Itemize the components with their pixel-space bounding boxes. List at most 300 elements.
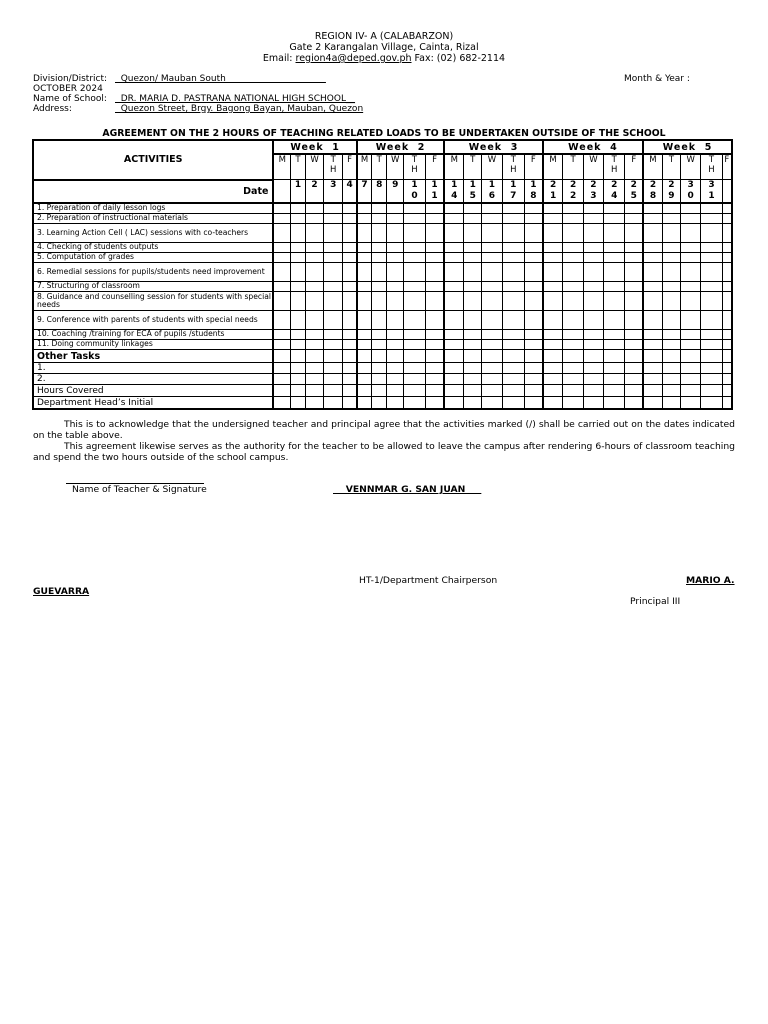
check-cell[interactable] bbox=[525, 224, 543, 243]
check-cell[interactable] bbox=[681, 350, 701, 363]
check-cell[interactable] bbox=[357, 282, 372, 292]
check-cell[interactable] bbox=[625, 214, 643, 224]
check-cell[interactable] bbox=[701, 350, 722, 363]
check-cell[interactable] bbox=[387, 224, 404, 243]
check-cell[interactable] bbox=[482, 363, 502, 374]
check-cell[interactable] bbox=[701, 340, 722, 350]
check-cell[interactable] bbox=[583, 203, 603, 214]
check-cell[interactable] bbox=[273, 385, 290, 397]
check-cell[interactable] bbox=[404, 243, 425, 253]
check-cell[interactable] bbox=[305, 350, 323, 363]
check-cell[interactable] bbox=[343, 263, 357, 282]
check-cell[interactable] bbox=[357, 350, 372, 363]
check-cell[interactable] bbox=[583, 214, 603, 224]
check-cell[interactable] bbox=[643, 203, 662, 214]
check-cell[interactable] bbox=[681, 253, 701, 263]
check-cell[interactable] bbox=[525, 350, 543, 363]
check-cell[interactable] bbox=[502, 214, 524, 224]
check-cell[interactable] bbox=[563, 374, 583, 385]
check-cell[interactable] bbox=[604, 243, 625, 253]
check-cell[interactable] bbox=[305, 224, 323, 243]
check-cell[interactable] bbox=[464, 350, 482, 363]
check-cell[interactable] bbox=[604, 330, 625, 340]
check-cell[interactable] bbox=[525, 397, 543, 410]
check-cell[interactable] bbox=[681, 363, 701, 374]
check-cell[interactable] bbox=[404, 263, 425, 282]
check-cell[interactable] bbox=[444, 385, 463, 397]
check-cell[interactable] bbox=[625, 243, 643, 253]
check-cell[interactable] bbox=[502, 263, 524, 282]
check-cell[interactable] bbox=[324, 263, 343, 282]
check-cell[interactable] bbox=[425, 397, 444, 410]
check-cell[interactable] bbox=[662, 292, 680, 311]
check-cell[interactable] bbox=[305, 330, 323, 340]
check-cell[interactable] bbox=[643, 292, 662, 311]
check-cell[interactable] bbox=[425, 292, 444, 311]
check-cell[interactable] bbox=[425, 374, 444, 385]
check-cell[interactable] bbox=[604, 363, 625, 374]
check-cell[interactable] bbox=[273, 363, 290, 374]
check-cell[interactable] bbox=[625, 263, 643, 282]
check-cell[interactable] bbox=[387, 363, 404, 374]
check-cell[interactable] bbox=[343, 253, 357, 263]
check-cell[interactable] bbox=[291, 253, 306, 263]
check-cell[interactable] bbox=[625, 311, 643, 330]
check-cell[interactable] bbox=[563, 311, 583, 330]
check-cell[interactable] bbox=[291, 385, 306, 397]
check-cell[interactable] bbox=[604, 311, 625, 330]
check-cell[interactable] bbox=[681, 385, 701, 397]
check-cell[interactable] bbox=[273, 292, 290, 311]
check-cell[interactable] bbox=[357, 214, 372, 224]
check-cell[interactable] bbox=[357, 385, 372, 397]
email-link[interactable]: region4a@deped.gov.ph bbox=[295, 53, 412, 64]
check-cell[interactable] bbox=[291, 374, 306, 385]
check-cell[interactable] bbox=[324, 243, 343, 253]
check-cell[interactable] bbox=[543, 253, 563, 263]
check-cell[interactable] bbox=[604, 224, 625, 243]
check-cell[interactable] bbox=[681, 292, 701, 311]
check-cell[interactable] bbox=[425, 330, 444, 340]
check-cell[interactable] bbox=[273, 253, 290, 263]
check-cell[interactable] bbox=[357, 292, 372, 311]
check-cell[interactable] bbox=[662, 397, 680, 410]
check-cell[interactable] bbox=[464, 243, 482, 253]
check-cell[interactable] bbox=[625, 397, 643, 410]
check-cell[interactable] bbox=[543, 263, 563, 282]
check-cell[interactable] bbox=[701, 292, 722, 311]
check-cell[interactable] bbox=[444, 203, 463, 214]
check-cell[interactable] bbox=[543, 340, 563, 350]
check-cell[interactable] bbox=[324, 224, 343, 243]
check-cell[interactable] bbox=[543, 311, 563, 330]
check-cell[interactable] bbox=[583, 330, 603, 340]
check-cell[interactable] bbox=[482, 282, 502, 292]
check-cell[interactable] bbox=[464, 397, 482, 410]
check-cell[interactable] bbox=[643, 385, 662, 397]
check-cell[interactable] bbox=[425, 363, 444, 374]
check-cell[interactable] bbox=[643, 363, 662, 374]
check-cell[interactable] bbox=[444, 243, 463, 253]
check-cell[interactable] bbox=[444, 340, 463, 350]
check-cell[interactable] bbox=[387, 292, 404, 311]
check-cell[interactable] bbox=[625, 330, 643, 340]
check-cell[interactable] bbox=[701, 385, 722, 397]
check-cell[interactable] bbox=[343, 203, 357, 214]
check-cell[interactable] bbox=[324, 282, 343, 292]
check-cell[interactable] bbox=[343, 214, 357, 224]
check-cell[interactable] bbox=[681, 263, 701, 282]
check-cell[interactable] bbox=[387, 350, 404, 363]
check-cell[interactable] bbox=[502, 350, 524, 363]
check-cell[interactable] bbox=[444, 311, 463, 330]
check-cell[interactable] bbox=[444, 263, 463, 282]
check-cell[interactable] bbox=[502, 340, 524, 350]
check-cell[interactable] bbox=[444, 397, 463, 410]
check-cell[interactable] bbox=[387, 374, 404, 385]
check-cell[interactable] bbox=[604, 253, 625, 263]
check-cell[interactable] bbox=[701, 363, 722, 374]
check-cell[interactable] bbox=[464, 330, 482, 340]
check-cell[interactable] bbox=[662, 243, 680, 253]
check-cell[interactable] bbox=[604, 340, 625, 350]
check-cell[interactable] bbox=[722, 263, 732, 282]
check-cell[interactable] bbox=[464, 253, 482, 263]
check-cell[interactable] bbox=[387, 253, 404, 263]
check-cell[interactable] bbox=[701, 253, 722, 263]
check-cell[interactable] bbox=[502, 243, 524, 253]
check-cell[interactable] bbox=[604, 350, 625, 363]
check-cell[interactable] bbox=[583, 224, 603, 243]
check-cell[interactable] bbox=[583, 350, 603, 363]
check-cell[interactable] bbox=[305, 292, 323, 311]
check-cell[interactable] bbox=[464, 214, 482, 224]
check-cell[interactable] bbox=[464, 340, 482, 350]
check-cell[interactable] bbox=[625, 292, 643, 311]
check-cell[interactable] bbox=[701, 311, 722, 330]
check-cell[interactable] bbox=[625, 385, 643, 397]
check-cell[interactable] bbox=[372, 243, 387, 253]
check-cell[interactable] bbox=[525, 214, 543, 224]
check-cell[interactable] bbox=[525, 292, 543, 311]
check-cell[interactable] bbox=[404, 385, 425, 397]
check-cell[interactable] bbox=[604, 282, 625, 292]
check-cell[interactable] bbox=[563, 282, 583, 292]
check-cell[interactable] bbox=[291, 203, 306, 214]
check-cell[interactable] bbox=[357, 340, 372, 350]
check-cell[interactable] bbox=[502, 311, 524, 330]
check-cell[interactable] bbox=[343, 385, 357, 397]
check-cell[interactable] bbox=[291, 214, 306, 224]
check-cell[interactable] bbox=[543, 282, 563, 292]
check-cell[interactable] bbox=[372, 330, 387, 340]
check-cell[interactable] bbox=[643, 243, 662, 253]
check-cell[interactable] bbox=[681, 203, 701, 214]
check-cell[interactable] bbox=[372, 224, 387, 243]
check-cell[interactable] bbox=[273, 214, 290, 224]
check-cell[interactable] bbox=[722, 374, 732, 385]
check-cell[interactable] bbox=[625, 340, 643, 350]
check-cell[interactable] bbox=[722, 253, 732, 263]
check-cell[interactable] bbox=[404, 253, 425, 263]
check-cell[interactable] bbox=[543, 350, 563, 363]
check-cell[interactable] bbox=[425, 243, 444, 253]
check-cell[interactable] bbox=[425, 263, 444, 282]
check-cell[interactable] bbox=[583, 363, 603, 374]
check-cell[interactable] bbox=[404, 282, 425, 292]
check-cell[interactable] bbox=[291, 363, 306, 374]
check-cell[interactable] bbox=[543, 330, 563, 340]
check-cell[interactable] bbox=[305, 385, 323, 397]
check-cell[interactable] bbox=[625, 350, 643, 363]
check-cell[interactable] bbox=[464, 263, 482, 282]
check-cell[interactable] bbox=[604, 374, 625, 385]
check-cell[interactable] bbox=[357, 203, 372, 214]
check-cell[interactable] bbox=[273, 374, 290, 385]
check-cell[interactable] bbox=[643, 263, 662, 282]
check-cell[interactable] bbox=[643, 340, 662, 350]
check-cell[interactable] bbox=[273, 243, 290, 253]
check-cell[interactable] bbox=[525, 363, 543, 374]
check-cell[interactable] bbox=[482, 263, 502, 282]
check-cell[interactable] bbox=[425, 385, 444, 397]
check-cell[interactable] bbox=[543, 292, 563, 311]
check-cell[interactable] bbox=[643, 350, 662, 363]
check-cell[interactable] bbox=[701, 224, 722, 243]
check-cell[interactable] bbox=[543, 397, 563, 410]
check-cell[interactable] bbox=[722, 203, 732, 214]
check-cell[interactable] bbox=[482, 340, 502, 350]
check-cell[interactable] bbox=[681, 397, 701, 410]
check-cell[interactable] bbox=[372, 292, 387, 311]
check-cell[interactable] bbox=[357, 311, 372, 330]
check-cell[interactable] bbox=[273, 397, 290, 410]
check-cell[interactable] bbox=[305, 282, 323, 292]
check-cell[interactable] bbox=[701, 330, 722, 340]
check-cell[interactable] bbox=[425, 224, 444, 243]
check-cell[interactable] bbox=[662, 203, 680, 214]
check-cell[interactable] bbox=[662, 282, 680, 292]
check-cell[interactable] bbox=[273, 282, 290, 292]
check-cell[interactable] bbox=[482, 374, 502, 385]
check-cell[interactable] bbox=[343, 311, 357, 330]
check-cell[interactable] bbox=[444, 350, 463, 363]
check-cell[interactable] bbox=[387, 203, 404, 214]
check-cell[interactable] bbox=[643, 374, 662, 385]
check-cell[interactable] bbox=[681, 340, 701, 350]
check-cell[interactable] bbox=[387, 214, 404, 224]
check-cell[interactable] bbox=[543, 224, 563, 243]
check-cell[interactable] bbox=[343, 282, 357, 292]
check-cell[interactable] bbox=[425, 203, 444, 214]
check-cell[interactable] bbox=[404, 374, 425, 385]
check-cell[interactable] bbox=[372, 397, 387, 410]
check-cell[interactable] bbox=[387, 243, 404, 253]
check-cell[interactable] bbox=[604, 385, 625, 397]
check-cell[interactable] bbox=[291, 263, 306, 282]
check-cell[interactable] bbox=[444, 330, 463, 340]
check-cell[interactable] bbox=[502, 385, 524, 397]
check-cell[interactable] bbox=[681, 330, 701, 340]
check-cell[interactable] bbox=[563, 292, 583, 311]
check-cell[interactable] bbox=[343, 350, 357, 363]
check-cell[interactable] bbox=[425, 350, 444, 363]
check-cell[interactable] bbox=[291, 292, 306, 311]
check-cell[interactable] bbox=[324, 374, 343, 385]
check-cell[interactable] bbox=[482, 203, 502, 214]
check-cell[interactable] bbox=[722, 350, 732, 363]
check-cell[interactable] bbox=[502, 253, 524, 263]
check-cell[interactable] bbox=[543, 363, 563, 374]
check-cell[interactable] bbox=[372, 340, 387, 350]
check-cell[interactable] bbox=[372, 363, 387, 374]
check-cell[interactable] bbox=[464, 203, 482, 214]
check-cell[interactable] bbox=[583, 282, 603, 292]
check-cell[interactable] bbox=[722, 397, 732, 410]
check-cell[interactable] bbox=[701, 397, 722, 410]
check-cell[interactable] bbox=[643, 224, 662, 243]
check-cell[interactable] bbox=[525, 282, 543, 292]
check-cell[interactable] bbox=[372, 385, 387, 397]
check-cell[interactable] bbox=[643, 253, 662, 263]
check-cell[interactable] bbox=[482, 292, 502, 311]
check-cell[interactable] bbox=[604, 214, 625, 224]
check-cell[interactable] bbox=[583, 263, 603, 282]
check-cell[interactable] bbox=[722, 340, 732, 350]
check-cell[interactable] bbox=[387, 311, 404, 330]
check-cell[interactable] bbox=[324, 203, 343, 214]
check-cell[interactable] bbox=[643, 311, 662, 330]
check-cell[interactable] bbox=[404, 203, 425, 214]
check-cell[interactable] bbox=[425, 282, 444, 292]
check-cell[interactable] bbox=[525, 203, 543, 214]
check-cell[interactable] bbox=[444, 363, 463, 374]
check-cell[interactable] bbox=[722, 330, 732, 340]
check-cell[interactable] bbox=[525, 340, 543, 350]
check-cell[interactable] bbox=[372, 350, 387, 363]
check-cell[interactable] bbox=[305, 363, 323, 374]
check-cell[interactable] bbox=[681, 282, 701, 292]
check-cell[interactable] bbox=[291, 243, 306, 253]
check-cell[interactable] bbox=[324, 292, 343, 311]
check-cell[interactable] bbox=[681, 214, 701, 224]
check-cell[interactable] bbox=[662, 311, 680, 330]
check-cell[interactable] bbox=[343, 330, 357, 340]
check-cell[interactable] bbox=[625, 203, 643, 214]
check-cell[interactable] bbox=[525, 263, 543, 282]
check-cell[interactable] bbox=[372, 374, 387, 385]
check-cell[interactable] bbox=[662, 263, 680, 282]
check-cell[interactable] bbox=[464, 311, 482, 330]
check-cell[interactable] bbox=[444, 253, 463, 263]
check-cell[interactable] bbox=[583, 340, 603, 350]
check-cell[interactable] bbox=[387, 263, 404, 282]
check-cell[interactable] bbox=[343, 397, 357, 410]
check-cell[interactable] bbox=[525, 330, 543, 340]
check-cell[interactable] bbox=[273, 311, 290, 330]
check-cell[interactable] bbox=[625, 224, 643, 243]
check-cell[interactable] bbox=[387, 340, 404, 350]
check-cell[interactable] bbox=[425, 214, 444, 224]
check-cell[interactable] bbox=[444, 214, 463, 224]
check-cell[interactable] bbox=[444, 374, 463, 385]
check-cell[interactable] bbox=[324, 340, 343, 350]
check-cell[interactable] bbox=[404, 397, 425, 410]
check-cell[interactable] bbox=[583, 311, 603, 330]
check-cell[interactable] bbox=[482, 397, 502, 410]
check-cell[interactable] bbox=[701, 203, 722, 214]
check-cell[interactable] bbox=[372, 214, 387, 224]
check-cell[interactable] bbox=[387, 330, 404, 340]
check-cell[interactable] bbox=[372, 263, 387, 282]
check-cell[interactable] bbox=[525, 385, 543, 397]
check-cell[interactable] bbox=[563, 263, 583, 282]
check-cell[interactable] bbox=[273, 263, 290, 282]
check-cell[interactable] bbox=[324, 350, 343, 363]
check-cell[interactable] bbox=[681, 311, 701, 330]
check-cell[interactable] bbox=[372, 253, 387, 263]
check-cell[interactable] bbox=[543, 203, 563, 214]
check-cell[interactable] bbox=[343, 374, 357, 385]
check-cell[interactable] bbox=[357, 363, 372, 374]
check-cell[interactable] bbox=[357, 263, 372, 282]
check-cell[interactable] bbox=[722, 292, 732, 311]
check-cell[interactable] bbox=[291, 397, 306, 410]
check-cell[interactable] bbox=[273, 350, 290, 363]
check-cell[interactable] bbox=[701, 243, 722, 253]
check-cell[interactable] bbox=[583, 397, 603, 410]
check-cell[interactable] bbox=[662, 340, 680, 350]
check-cell[interactable] bbox=[464, 374, 482, 385]
check-cell[interactable] bbox=[482, 350, 502, 363]
check-cell[interactable] bbox=[291, 330, 306, 340]
check-cell[interactable] bbox=[625, 253, 643, 263]
check-cell[interactable] bbox=[722, 363, 732, 374]
check-cell[interactable] bbox=[583, 253, 603, 263]
check-cell[interactable] bbox=[604, 292, 625, 311]
check-cell[interactable] bbox=[324, 214, 343, 224]
check-cell[interactable] bbox=[404, 350, 425, 363]
check-cell[interactable] bbox=[404, 330, 425, 340]
check-cell[interactable] bbox=[273, 203, 290, 214]
check-cell[interactable] bbox=[722, 214, 732, 224]
check-cell[interactable] bbox=[343, 340, 357, 350]
check-cell[interactable] bbox=[324, 385, 343, 397]
check-cell[interactable] bbox=[662, 330, 680, 340]
check-cell[interactable] bbox=[305, 243, 323, 253]
check-cell[interactable] bbox=[357, 253, 372, 263]
check-cell[interactable] bbox=[444, 224, 463, 243]
check-cell[interactable] bbox=[701, 374, 722, 385]
check-cell[interactable] bbox=[502, 224, 524, 243]
check-cell[interactable] bbox=[305, 203, 323, 214]
check-cell[interactable] bbox=[482, 330, 502, 340]
check-cell[interactable] bbox=[722, 224, 732, 243]
check-cell[interactable] bbox=[464, 363, 482, 374]
check-cell[interactable] bbox=[604, 263, 625, 282]
check-cell[interactable] bbox=[372, 311, 387, 330]
check-cell[interactable] bbox=[525, 253, 543, 263]
check-cell[interactable] bbox=[681, 243, 701, 253]
check-cell[interactable] bbox=[387, 385, 404, 397]
check-cell[interactable] bbox=[324, 330, 343, 340]
check-cell[interactable] bbox=[643, 397, 662, 410]
check-cell[interactable] bbox=[324, 363, 343, 374]
check-cell[interactable] bbox=[625, 282, 643, 292]
check-cell[interactable] bbox=[372, 203, 387, 214]
check-cell[interactable] bbox=[502, 374, 524, 385]
check-cell[interactable] bbox=[681, 374, 701, 385]
